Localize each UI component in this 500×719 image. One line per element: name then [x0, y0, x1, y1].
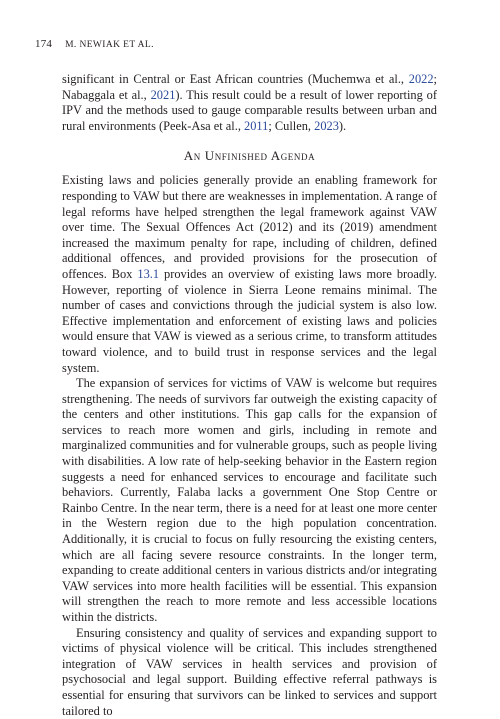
- paragraph-2-text: Existing laws and policies generally provide an enabling framework for responding to VAW but there are weaknesses in implementation. A range of legal reforms have helped strengthen the legal framework against VAW over time. The Sexual Offences Act (2012) and its (2019) amendment increased the maximum penalty for rape, including of children, defined additional offences, and provided provisions for the prosecution of offences. Box: [62, 173, 437, 281]
- box-reference-link[interactable]: 13.1: [137, 266, 160, 281]
- citation-link[interactable]: 2023: [314, 118, 339, 133]
- paragraph-1-text: ; Cullen,: [268, 118, 315, 133]
- citation-link[interactable]: 2011: [244, 118, 269, 133]
- paragraph-2: [62, 173, 437, 376]
- section-heading: An Unfinished Agenda: [183, 148, 316, 164]
- paragraph-4: Ensuring consistency and quality of services and expanding support to victims of physical violence will be critical. This includes strengthened integration of VAW services in health services and provision of psychosocial and legal support. Building effective referral pathways is essential for ensuring that survivors can be linked to services and support tailored to: [62, 625, 437, 718]
- citation-link[interactable]: 2021: [150, 87, 176, 102]
- citation-link[interactable]: 2022: [408, 72, 434, 86]
- running-header: [35, 38, 154, 50]
- paragraph-1-text: ; Nabaggala et al.,: [62, 72, 437, 102]
- paragraph-1: [62, 72, 437, 134]
- paragraph-1-text: ). This result could be a result of lower reporting of IPV and the methods used to gauge comparable results between urban and rural environments (Peek-Asa et al.,: [62, 87, 437, 133]
- running-header-authors: M. NEWIAK ET AL.: [65, 40, 154, 50]
- paragraph-1-text: significant in Central or East African countries (Muchemwa et al.,: [62, 72, 409, 86]
- paragraph-3: The expansion of services for victims of VAW is welcome but requires strengthening. The needs of survivors far outweigh the existing capacity of the centers and other institutions. This gap calls for the expansion of services to reach more women and girls, including in remote and marginalized communities and for vulnerable groups, such as people living with disabilities. A low rate of help-seeking behavior in the Eastern region suggests a need for enhanced services to encourage and facilitate such behaviors. Currently, Falaba lacks a government One Stop Centre or Rainbo Centre. In the near term, there is a need for at least one more center in the Western region due to the high population concentration. Additionally, it is crucial to focus on fully resourcing the existing centers, which are all facing severe resource constraints. In the longer term, expanding to create additional centers in various districts and/or integrating VAW services into more health facilities will be essential. This expansion will strengthen the reach to more remote and less accessible locations within the districts.: [62, 376, 437, 624]
- paragraph-2-text: provides an overview of existing laws more broadly. However, reporting of violence in Sierra Leone remains minimal. The number of cases and convictions through the judicial system is also low. Effective implementation and enforcement of existing laws and policies would ensure that VAW is viewed as a serious crime, to transform attitudes toward violence, and to build trust in response services and the legal system.: [62, 266, 437, 375]
- page-number: 174: [35, 38, 53, 50]
- page-body: [62, 72, 437, 719]
- paragraph-1-text: ).: [338, 118, 347, 133]
